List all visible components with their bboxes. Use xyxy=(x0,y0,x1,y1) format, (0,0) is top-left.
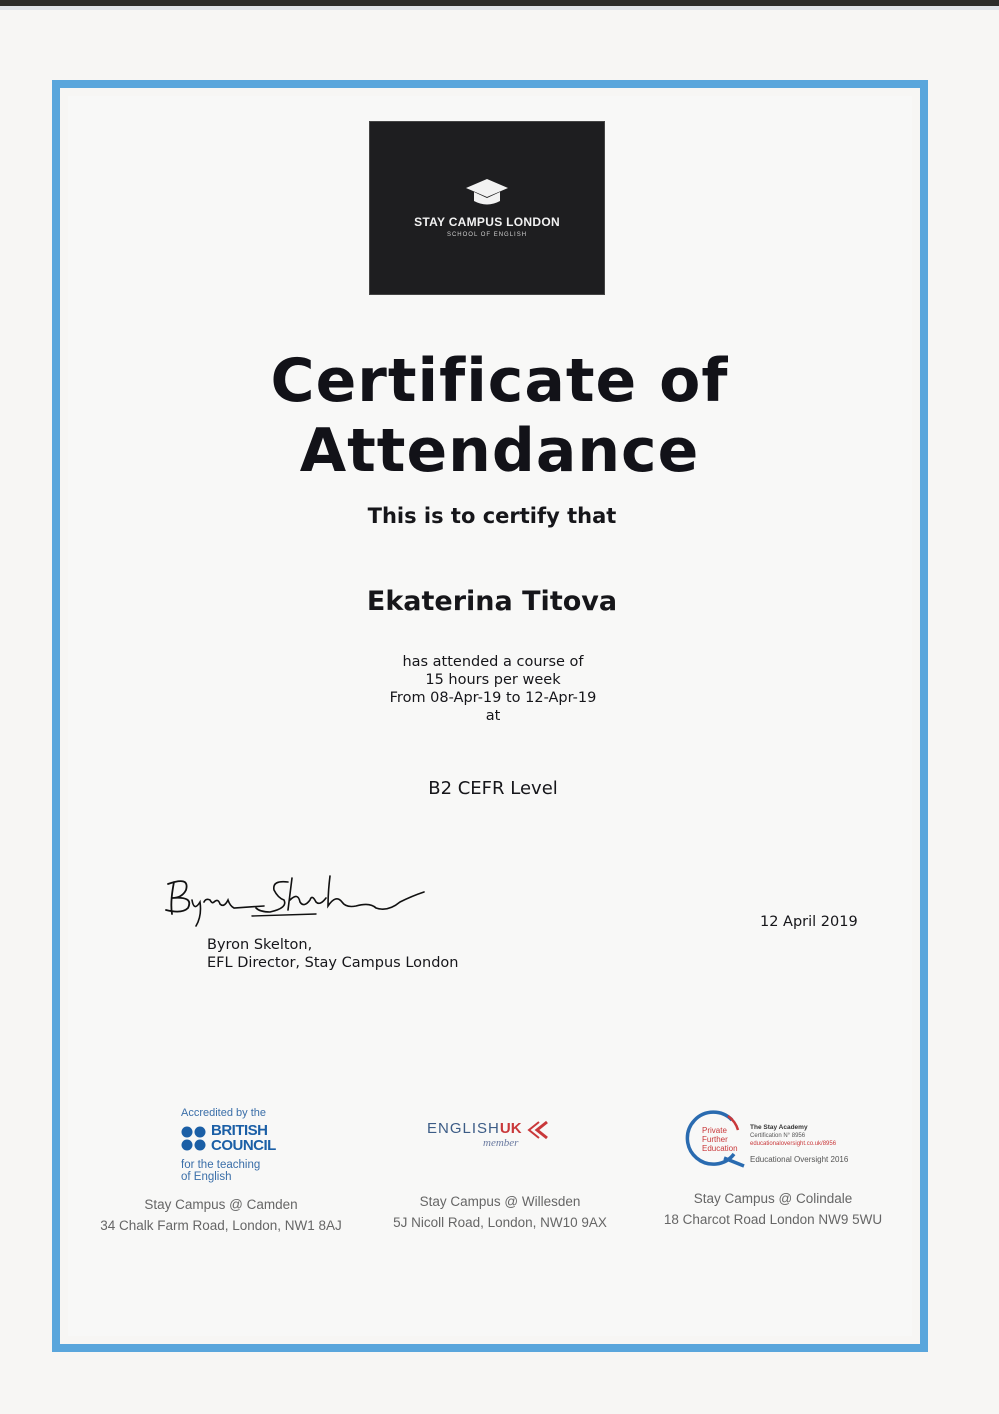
campus-name: Stay Campus @ Colindale xyxy=(693,1191,853,1206)
pfe-certification: Certification N° 8956 xyxy=(750,1133,806,1139)
campus-address: 18 Charcot Road London NW9 5WU xyxy=(663,1212,883,1227)
campus-name: Stay Campus @ Camden xyxy=(144,1197,298,1212)
english-uk-wordmark xyxy=(427,1120,522,1137)
pfe-private: Private xyxy=(702,1126,727,1135)
bc-teach-line-2: of English xyxy=(181,1171,232,1183)
campus-address: 5J Nicoll Road, London, NW10 9AX xyxy=(393,1215,607,1230)
campus-willesden xyxy=(373,1191,627,1233)
pfe-link: educationaloversight.co.uk/8956 xyxy=(750,1141,837,1147)
campus-name: Stay Campus @ Willesden xyxy=(419,1194,581,1209)
graduation-cap-icon xyxy=(465,177,509,211)
bc-name-line-1: BRITISH xyxy=(211,1122,268,1139)
campus-address: 34 Chalk Farm Road, London, NW1 8AJ xyxy=(100,1218,342,1233)
pfe-oversight: Educational Oversight 2016 xyxy=(750,1155,849,1164)
course-line-2: 15 hours per week xyxy=(425,672,561,688)
british-council-logo xyxy=(181,1107,276,1183)
campus-colindale xyxy=(653,1188,893,1230)
course-line-1: has attended a course of xyxy=(402,654,584,670)
pfe-further: Further xyxy=(702,1135,728,1144)
scan-edge-highlight xyxy=(0,6,999,10)
signer-block xyxy=(207,936,458,972)
english-uk-chevron-icon xyxy=(525,1120,549,1140)
issue-date: 12 April 2019 xyxy=(760,914,858,930)
logo-brand: STAY CAMPUS LONDON xyxy=(414,215,560,229)
british-council-dots-icon xyxy=(181,1126,207,1152)
private-further-education-logo xyxy=(684,1110,874,1170)
pfe-academy: The Stay Academy xyxy=(750,1124,808,1131)
english-uk-english: ENGLISH xyxy=(427,1120,500,1137)
bc-accredited-text: Accredited by the xyxy=(181,1107,266,1119)
bc-name-line-2: COUNCIL xyxy=(211,1137,276,1154)
student-name: Ekaterina Titova xyxy=(366,586,618,617)
campus-camden xyxy=(96,1194,346,1236)
bc-name xyxy=(211,1123,276,1153)
pfe-info xyxy=(750,1124,870,1148)
course-details xyxy=(0,653,986,725)
pfe-education: Education xyxy=(702,1144,738,1153)
handwritten-signature xyxy=(160,872,430,932)
course-line-4: at xyxy=(485,708,501,724)
cefr-level: B2 CEFR Level xyxy=(428,778,558,799)
signer-role: EFL Director, Stay Campus London xyxy=(207,955,459,971)
bc-teach-line-1: for the teaching xyxy=(181,1159,261,1171)
logo-subtitle: SCHOOL OF ENGLISH xyxy=(446,232,528,238)
signer-name: Byron Skelton, xyxy=(207,937,313,953)
course-dates: From 08-Apr-19 to 12-Apr-19 xyxy=(389,690,597,706)
school-logo xyxy=(369,121,605,295)
pfe-label xyxy=(702,1126,746,1153)
bc-teaching-text xyxy=(181,1159,260,1183)
english-uk-member: member xyxy=(483,1137,519,1149)
certify-line: This is to certify that xyxy=(367,504,617,528)
certificate-title: Certificate of Attendance xyxy=(270,346,729,486)
english-uk-uk: UK xyxy=(499,1120,522,1137)
english-uk-logo xyxy=(427,1120,522,1149)
